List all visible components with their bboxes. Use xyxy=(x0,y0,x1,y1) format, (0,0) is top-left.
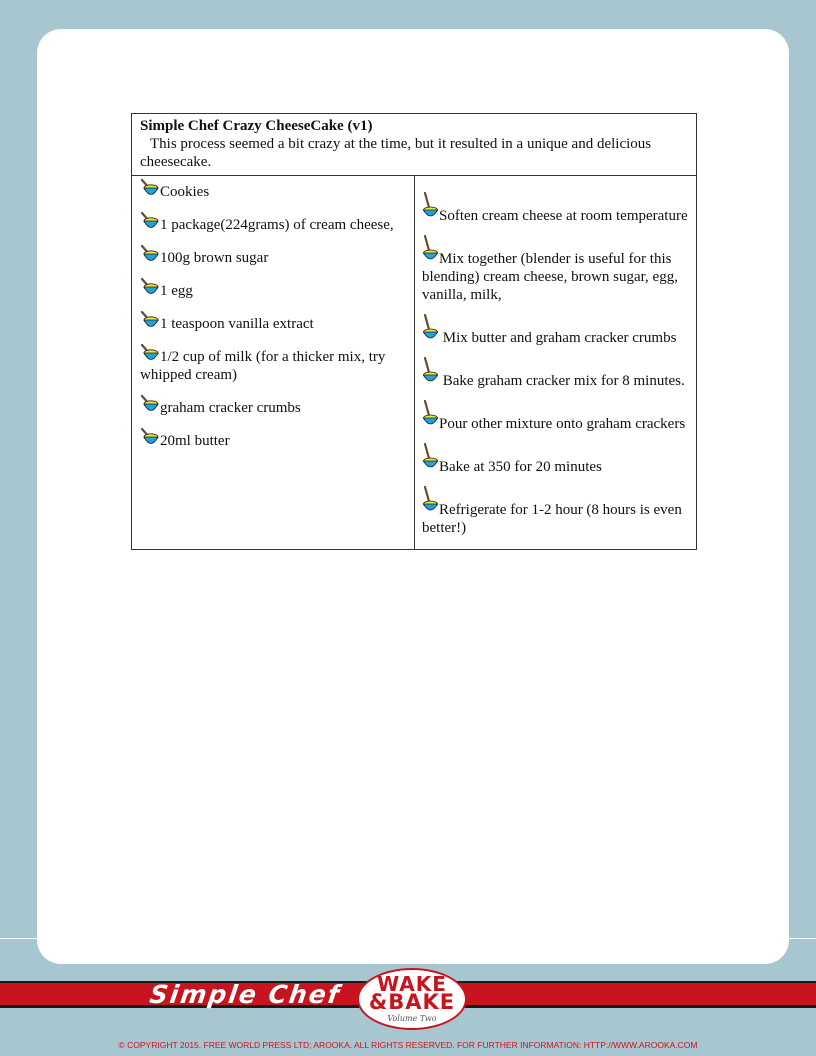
mixing-bowl-icon xyxy=(140,433,160,449)
recipe-table xyxy=(131,113,697,550)
step-item xyxy=(422,441,690,476)
mixing-bowl-icon xyxy=(140,316,160,332)
step-text: Mix butter and graham cracker crumbs xyxy=(439,330,677,346)
recipe-header-cell xyxy=(132,114,697,176)
steps-cell xyxy=(415,176,697,550)
steps-list xyxy=(422,190,690,537)
step-item xyxy=(422,484,690,537)
mixing-bowl-spoon-icon xyxy=(422,373,439,389)
mixing-bowl-icon xyxy=(140,400,160,416)
ingredient-item xyxy=(140,392,408,417)
mixing-bowl-spoon-icon xyxy=(422,251,439,267)
badge-line3: Volume Two xyxy=(387,1014,437,1023)
mixing-bowl-icon xyxy=(140,250,160,266)
ingredient-text: 1 egg xyxy=(160,283,193,299)
ingredients-list xyxy=(140,176,408,450)
step-text: Soften cream cheese at room temperature xyxy=(439,208,688,224)
step-item xyxy=(422,233,690,304)
ingredient-text: Cookies xyxy=(160,184,210,200)
mixing-bowl-icon xyxy=(140,184,160,200)
ingredient-item xyxy=(140,425,408,450)
right-divider-line xyxy=(789,938,816,939)
mixing-bowl-icon xyxy=(140,349,160,365)
copyright-notice: © COPYRIGHT 2015. FREE WORLD PRESS LTD; AROOKA. ALL RIGHTS RESERVED. FOR FURTHER INFORMATION: HTTP://WWW.AROOKA.COM xyxy=(118,1040,698,1050)
ingredients-cell xyxy=(132,176,415,550)
step-text: Refrigerate for 1-2 hour (8 hours is even better!) xyxy=(422,502,682,536)
mixing-bowl-icon xyxy=(140,217,160,233)
step-text: Bake at 350 for 20 minutes xyxy=(439,459,602,475)
mixing-bowl-spoon-icon xyxy=(422,502,439,518)
step-item xyxy=(422,190,690,225)
ingredient-item xyxy=(140,308,408,333)
recipe-title: Simple Chef Crazy CheeseCake (v1) xyxy=(140,118,373,134)
wake-bake-badge xyxy=(357,968,467,1030)
badge-line1: WAKE xyxy=(377,972,447,996)
mixing-bowl-spoon-icon xyxy=(422,208,439,224)
mixing-bowl-spoon-icon xyxy=(422,416,439,432)
ingredient-text: 1 package(224grams) of cream cheese, xyxy=(160,217,394,233)
ingredient-text: graham cracker crumbs xyxy=(160,400,301,416)
recipe-description: This process seemed a bit crazy at the time, but it resulted in a unique and delicious cheesecake. xyxy=(140,136,652,170)
step-text: Bake graham cracker mix for 8 minutes. xyxy=(439,373,685,389)
step-text: Pour other mixture onto graham crackers xyxy=(439,416,686,432)
ingredient-item xyxy=(140,275,408,300)
step-item xyxy=(422,312,690,347)
ingredient-text: 100g brown sugar xyxy=(160,250,269,266)
ingredient-text: 1 teaspoon vanilla extract xyxy=(160,316,314,332)
mixing-bowl-spoon-icon xyxy=(422,330,439,346)
ingredient-text: 20ml butter xyxy=(160,433,230,449)
badge-line2: &BAKE xyxy=(368,990,456,1014)
step-item xyxy=(422,355,690,390)
ingredient-item xyxy=(140,242,408,267)
ingredient-item xyxy=(140,176,408,201)
step-text: Mix together (blender is useful for this blending) cream cheese, brown sugar, egg, vanilla, milk, xyxy=(422,251,678,303)
mixing-bowl-icon xyxy=(140,283,160,299)
left-divider-line xyxy=(0,938,37,939)
ingredient-item xyxy=(140,341,408,384)
mixing-bowl-spoon-icon xyxy=(422,459,439,475)
step-item xyxy=(422,398,690,433)
ingredient-item xyxy=(140,209,408,234)
brand-logo-text: Simple Chef xyxy=(147,980,343,1009)
ingredient-text: 1/2 cup of milk (for a thicker mix, try whipped cream) xyxy=(140,349,386,383)
